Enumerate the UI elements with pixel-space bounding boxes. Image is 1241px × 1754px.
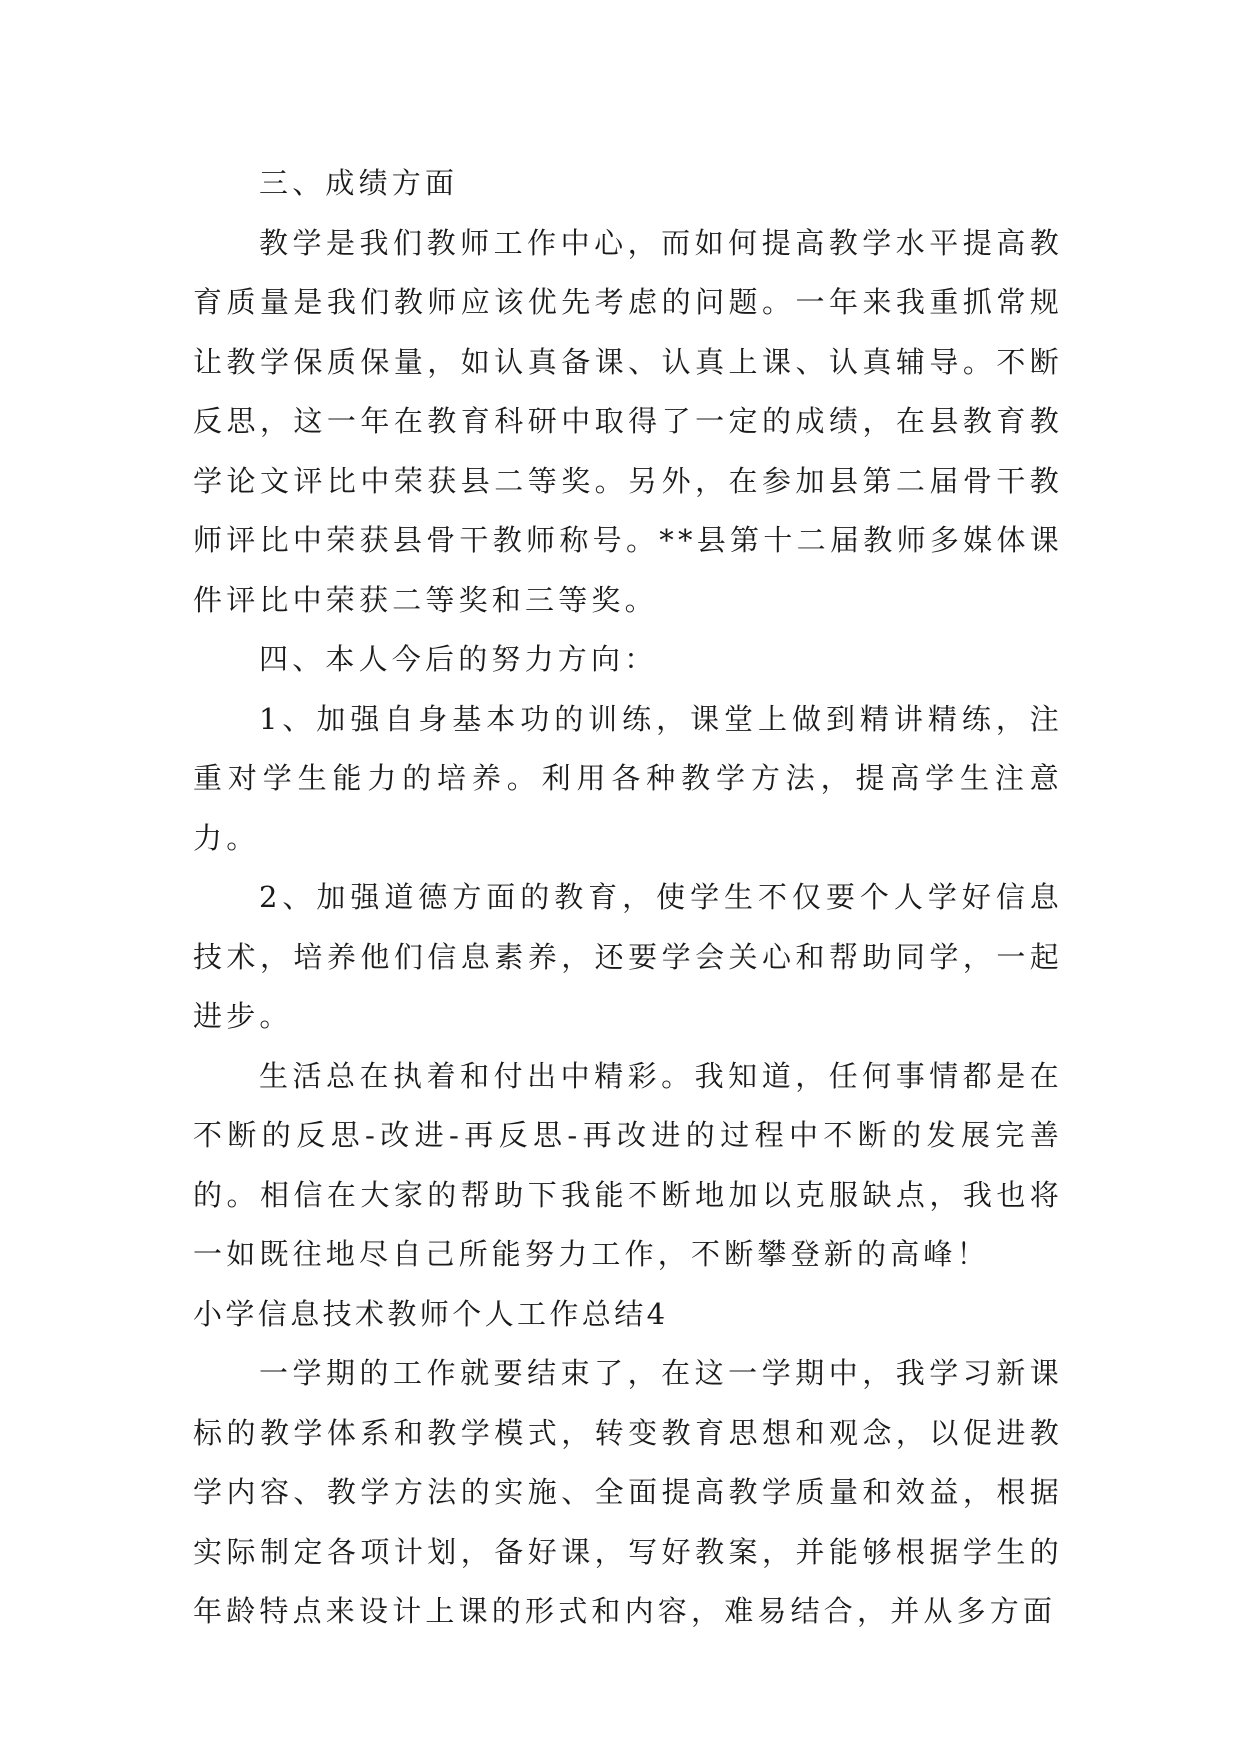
section-heading-achievements: 三、成绩方面 [259, 166, 459, 200]
section-heading-future-direction: 四、本人今后的努力方向： [259, 642, 658, 676]
document-body [193, 154, 1063, 1642]
paragraph-item-2: 2、加强道德方面的教育，使学生不仅要个人学好信息技术，培养他们信息素养，还要学会关心和帮助同学，一起进步。 [193, 880, 1063, 1033]
paragraph-closing: 生活总在执着和付出中精彩。我知道，任何事情都是在不断的反思-改进-再反思-再改进的过程中不断的发展完善的。相信在大家的帮助下我能不断地加以克服缺点，我也将一如既往地尽自己所能努力工作，不断攀登新的高峰！ [193, 1058, 1063, 1271]
paragraph-semester-summary: 一学期的工作就要结束了，在这一学期中，我学习新课标的教学体系和教学模式，转变教育思想和观念，以促进教学内容、教学方法的实施、全面提高教学质量和效益，根据实际制定各项计划，备好课，写好教案，并能够根据学生的年龄特点来设计上课的形式和内容，难易结合，并从多方面 [193, 1356, 1063, 1628]
paragraph-achievements: 教学是我们教师工作中心，而如何提高教学水平提高教育质量是我们教师应该优先考虑的问题。一年来我重抓常规让教学保质保量，如认真备课、认真上课、认真辅导。不断反思，这一年在教育科研中取得了一定的成绩，在县教育教学论文评比中荣获县二等奖。另外，在参加县第二届骨干教师评比中荣获县骨干教师称号。**县第十二届教师多媒体课件评比中荣获二等奖和三等奖。 [193, 225, 1063, 617]
paragraph-item-1: 1、加强自身基本功的训练，课堂上做到精讲精练，注重对学生能力的培养。利用各种教学方法，提高学生注意力。 [193, 701, 1063, 855]
document-title: 小学信息技术教师个人工作总结4 [193, 1296, 669, 1331]
